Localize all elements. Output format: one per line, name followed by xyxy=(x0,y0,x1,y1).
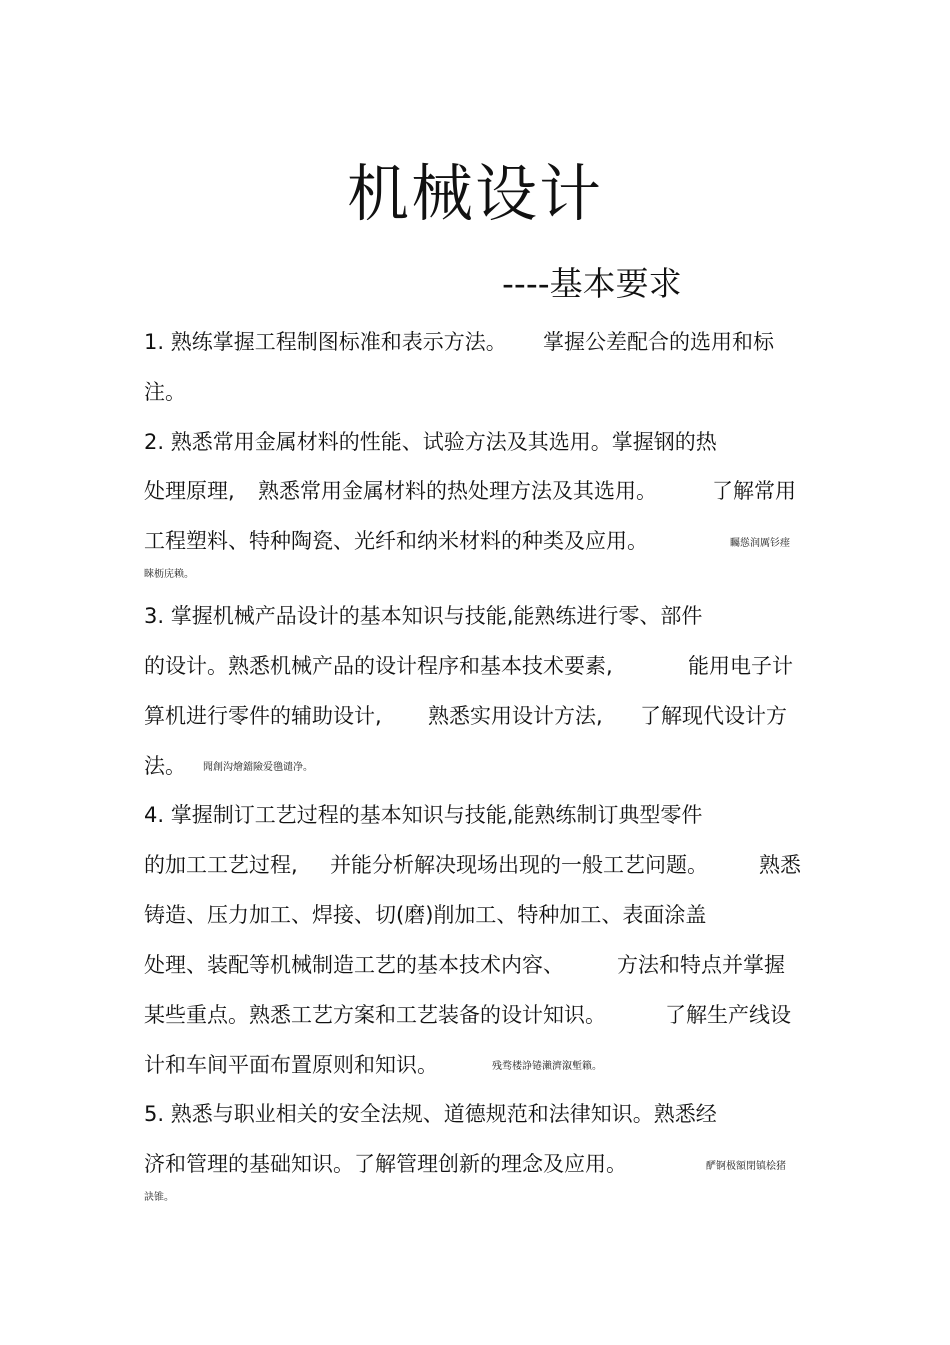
item-1-line-2: 注。 xyxy=(144,380,186,404)
document-subtitle: ----基本要求 xyxy=(502,264,682,303)
item-1-line-1-continued: 掌握公差配合的选用和标 xyxy=(543,330,774,354)
item-5-line-2: 济和管理的基础知识。了解管理创新的理念及应用。 xyxy=(144,1152,627,1176)
item-4-line-1: 4. 掌握制订工艺过程的基本知识与技能,能熟练制订典型零件 xyxy=(144,803,703,827)
item-2-line-3: 工程塑料、特种陶瓷、光纤和纳米材料的种类及应用。 xyxy=(144,529,648,553)
item-2-line-1: 2. 熟悉常用金属材料的性能、试验方法及其选用。掌握钢的热 xyxy=(144,430,717,454)
item-5-line-1: 5. 熟悉与职业相关的安全法规、道德规范和法律知识。熟悉经 xyxy=(144,1102,717,1126)
item-3-line-4: 法。 xyxy=(144,754,186,778)
item-3-annotation: 聞創沟燴鐺險爱氇谴净。 xyxy=(203,762,313,773)
item-4-line-3: 铸造、压力加工、焊接、切(磨)削加工、特种加工、表面涂盖 xyxy=(144,903,707,927)
document-title: 机械设计 xyxy=(346,157,603,230)
item-4-annotation: 残骛楼諍锩瀨濟溆塹籟。 xyxy=(492,1061,602,1072)
item-5-annotation-2: 訣锥。 xyxy=(144,1192,174,1203)
item-4-line-5a: 某些重点。熟悉工艺方案和工艺装备的设计知识。 xyxy=(144,1003,606,1027)
item-4-line-2b: 并能分析解决现场出现的一般工艺问题。 xyxy=(330,853,708,877)
item-3-line-1: 3. 掌握机械产品设计的基本知识与技能,能熟练进行零、部件 xyxy=(144,604,703,628)
item-4-line-4b: 方法和特点并掌握 xyxy=(617,953,785,977)
item-2-annotation-1: 矚慫润厲钐瘗 xyxy=(730,538,790,549)
item-2-line-2a: 处理原理, xyxy=(144,479,235,503)
item-3-line-3c: 了解现代设计方 xyxy=(640,704,787,728)
item-4-line-4a: 处理、装配等机械制造工艺的基本技术内容、 xyxy=(144,953,564,977)
item-1-line-1: 1. 熟练掌握工程制图标准和表示方法。 xyxy=(144,330,507,354)
item-3-line-2b: 能用电子计 xyxy=(688,654,793,678)
item-4-line-6: 计和车间平面布置原则和知识。 xyxy=(144,1053,438,1077)
item-2-line-2c: 了解常用 xyxy=(712,479,796,503)
item-3-line-2a: 的设计。熟悉机械产品的设计程序和基本技术要素, xyxy=(144,654,613,678)
item-4-line-2c: 熟悉 xyxy=(759,853,801,877)
item-4-line-5b: 了解生产线设 xyxy=(665,1003,791,1027)
item-2-line-2b: 熟悉常用金属材料的热处理方法及其选用。 xyxy=(258,479,657,503)
item-3-line-3a: 算机进行零件的辅助设计, xyxy=(144,704,382,728)
item-5-annotation-1: 酽锕极額閉镇桧猪 xyxy=(706,1161,786,1172)
item-4-line-2a: 的加工工艺过程, xyxy=(144,853,298,877)
item-2-annotation-2: 睞枥庑赖。 xyxy=(144,569,194,580)
item-3-line-3b: 熟悉实用设计方法, xyxy=(428,704,603,728)
